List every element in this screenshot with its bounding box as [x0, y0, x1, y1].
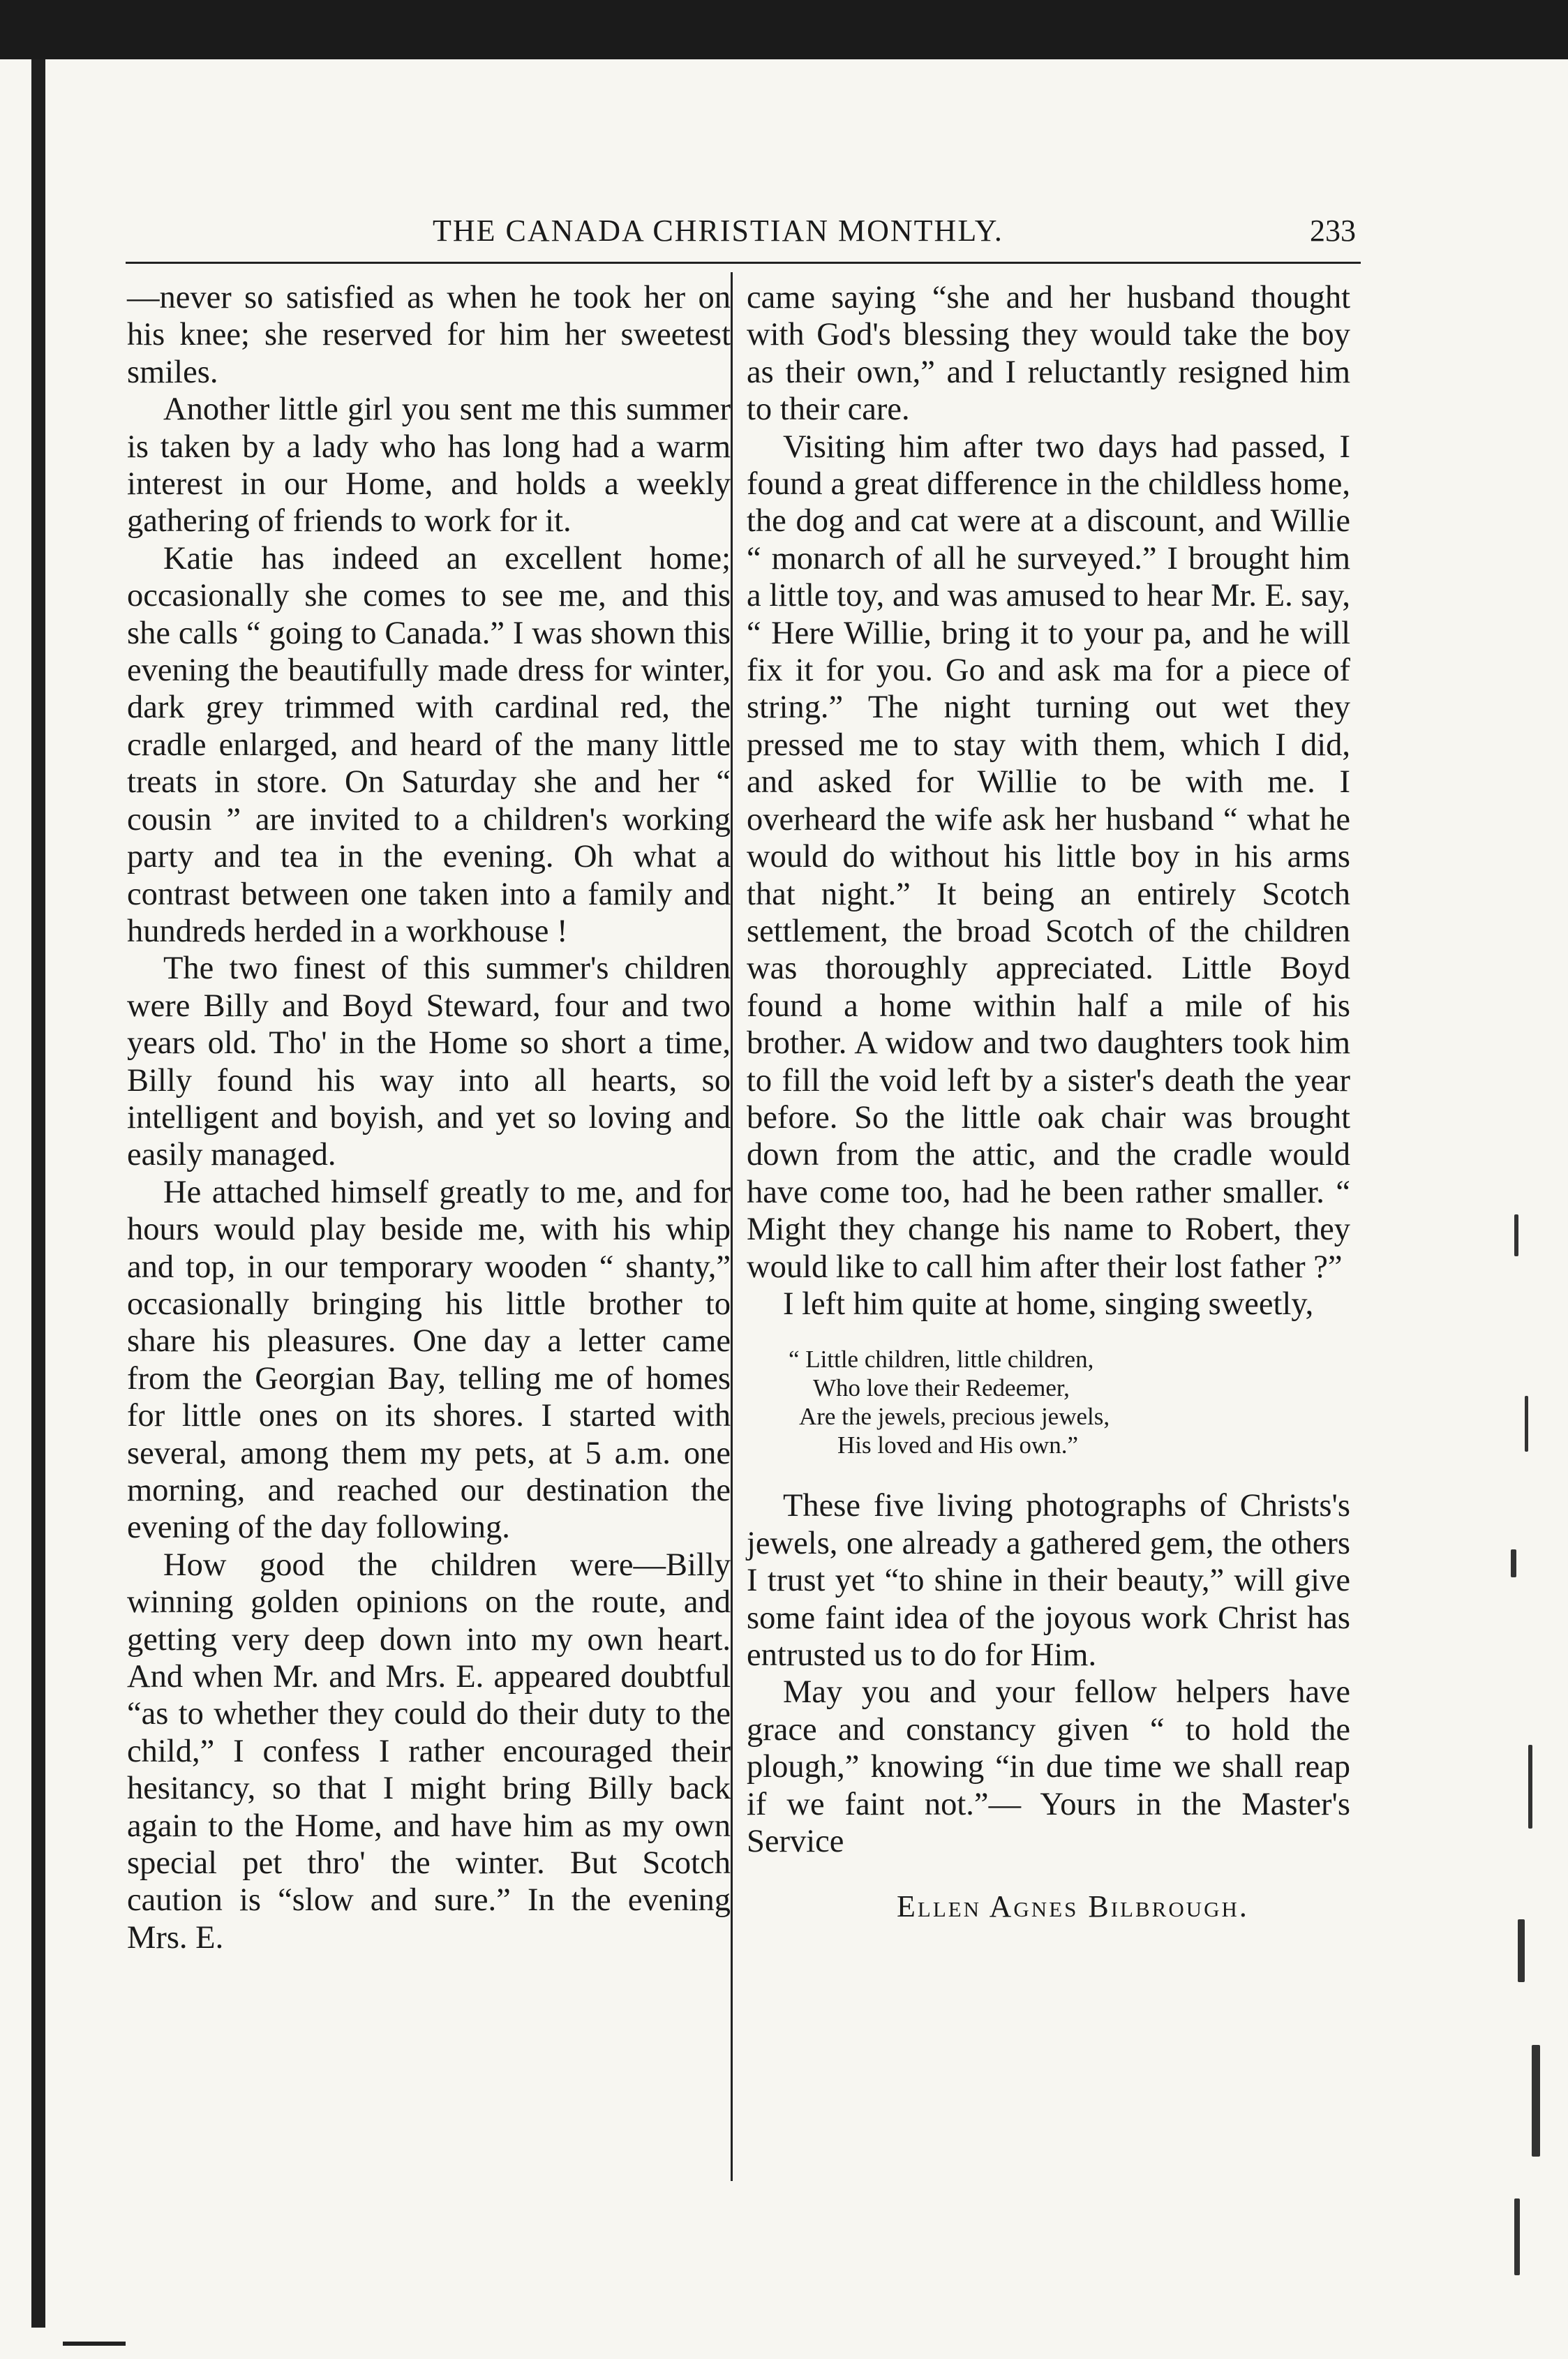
paragraph: These five living photographs of Christs's jewels, one already a gathered gem, the others I trust yet “to shine in their beauty,” will give some faint idea of the joyous work Christ has entrusted us to do for Him.	[747, 1488, 1350, 1673]
verse-line: Who love their Redeemer,	[813, 1374, 1070, 1402]
paragraph: Visiting him after two days had passed, I found a great difference in the childless home, the dog and cat were at a discount, and Willie “ monarch of all he surveyed.” I brought him a little toy, and was amused to hear Mr. E. say, “ Here Willie, bring it to your pa, and he will fix it for you. Go and ask ma for a piece of string.” The night turning out wet they pressed me to stay with them, which I did, and asked for Willie to be with me. I overheard the wife ask her husband “ what he would do without his little boy in his arms that night.” It being an entirely Scotch settlement, the broad Scotch of the children was thoroughly appreciated. Little Boyd found a home within half a mile of his brother. A widow and two daughters took him to fill the void left by a sister's death the year before. So the little oak chair was brought down from the attic, and the cradle would have come too, had he been rather smaller. “ Might they change his name to Robert, they would like to call him after their lost father ?”	[747, 429, 1350, 1285]
author-signature: Ellen Agnes Bilbrough.	[897, 1889, 1249, 1924]
header-rule	[126, 262, 1361, 264]
paragraph: I left him quite at home, singing sweetly,	[783, 1286, 1314, 1322]
verse-line: Are the jewels, precious jewels,	[799, 1403, 1110, 1431]
page-number: 233	[1310, 214, 1356, 248]
scan-margin-noise	[1500, 1186, 1549, 2303]
running-head	[209, 213, 1568, 255]
paragraph: —never so satisfied as when he took her on his knee; she reserved for him her sweetest smiles.	[127, 280, 731, 390]
right-column	[747, 279, 1350, 1926]
scan-top-border	[0, 0, 1568, 59]
paragraph: He attached himself greatly to me, and for hours would play beside me, with his whip and top, in our temporary wooden “ shanty,” occasionally bringing his little brother to share his pleasures. One day a letter came from the Georgian Bay, telling me of homes for little ones on its shores. I started with several, among them my pets, at 5 a.m. one morning, and reached our destination the evening of the day following.	[127, 1174, 731, 1546]
paragraph: How good the children were—Billy winning golden opinions on the route, and getting very deep down into my own heart. And when Mr. and Mrs. E. appeared doubtful “as to whether they could do their duty to the child,” I confess I rather encouraged their hesitancy, so that I might bring Billy back again to the Home, and have him as my own special pet thro' the winter. But Scotch caution is “slow and sure.” In the evening Mrs. E.	[127, 1547, 731, 1956]
running-title: THE CANADA CHRISTIAN MONTHLY.	[433, 214, 1003, 248]
column-divider	[731, 272, 733, 2181]
left-column	[127, 279, 731, 1956]
scan-bottom-mark	[63, 2342, 126, 2346]
paragraph: May you and your fellow helpers have grace and constancy given “ to hold the plough,” knowing “in due time we shall reap if we faint not.”— Yours in the Master's Service	[747, 1674, 1350, 1860]
scan-left-border	[31, 59, 45, 2328]
paragraph: came saying “she and her husband thought with God's blessing they would take the boy as their own,” and I reluctantly resigned him to their care.	[747, 280, 1350, 428]
paragraph: Another little girl you sent me this summer is taken by a lady who has long had a warm interest in our Home, and holds a weekly gathering of friends to work for it.	[127, 392, 731, 539]
verse-line: His loved and His own.”	[837, 1431, 1079, 1459]
paragraph: The two finest of this summer's children were Billy and Boyd Steward, four and two years old. Tho' in the Home so short a time, Billy found his way into all hearts, so intelligent and boyish, and yet so loving and easily managed.	[127, 951, 731, 1173]
verse-line: “ Little children, little children,	[789, 1346, 1094, 1374]
paragraph: Katie has indeed an excellent home; occasionally she comes to see me, and this she calls “ going to Canada.” I was shown this evening the beautifully made dress for winter, dark grey trimmed with cardinal red, the cradle enlarged, and heard of the many little treats in store. On Saturday she and her “ cousin ” are invited to a children's working party and tea in the evening. Oh what a contrast between one taken into a family and hundreds herded in a workhouse !	[127, 540, 731, 949]
hymn-verse	[747, 1345, 1350, 1459]
